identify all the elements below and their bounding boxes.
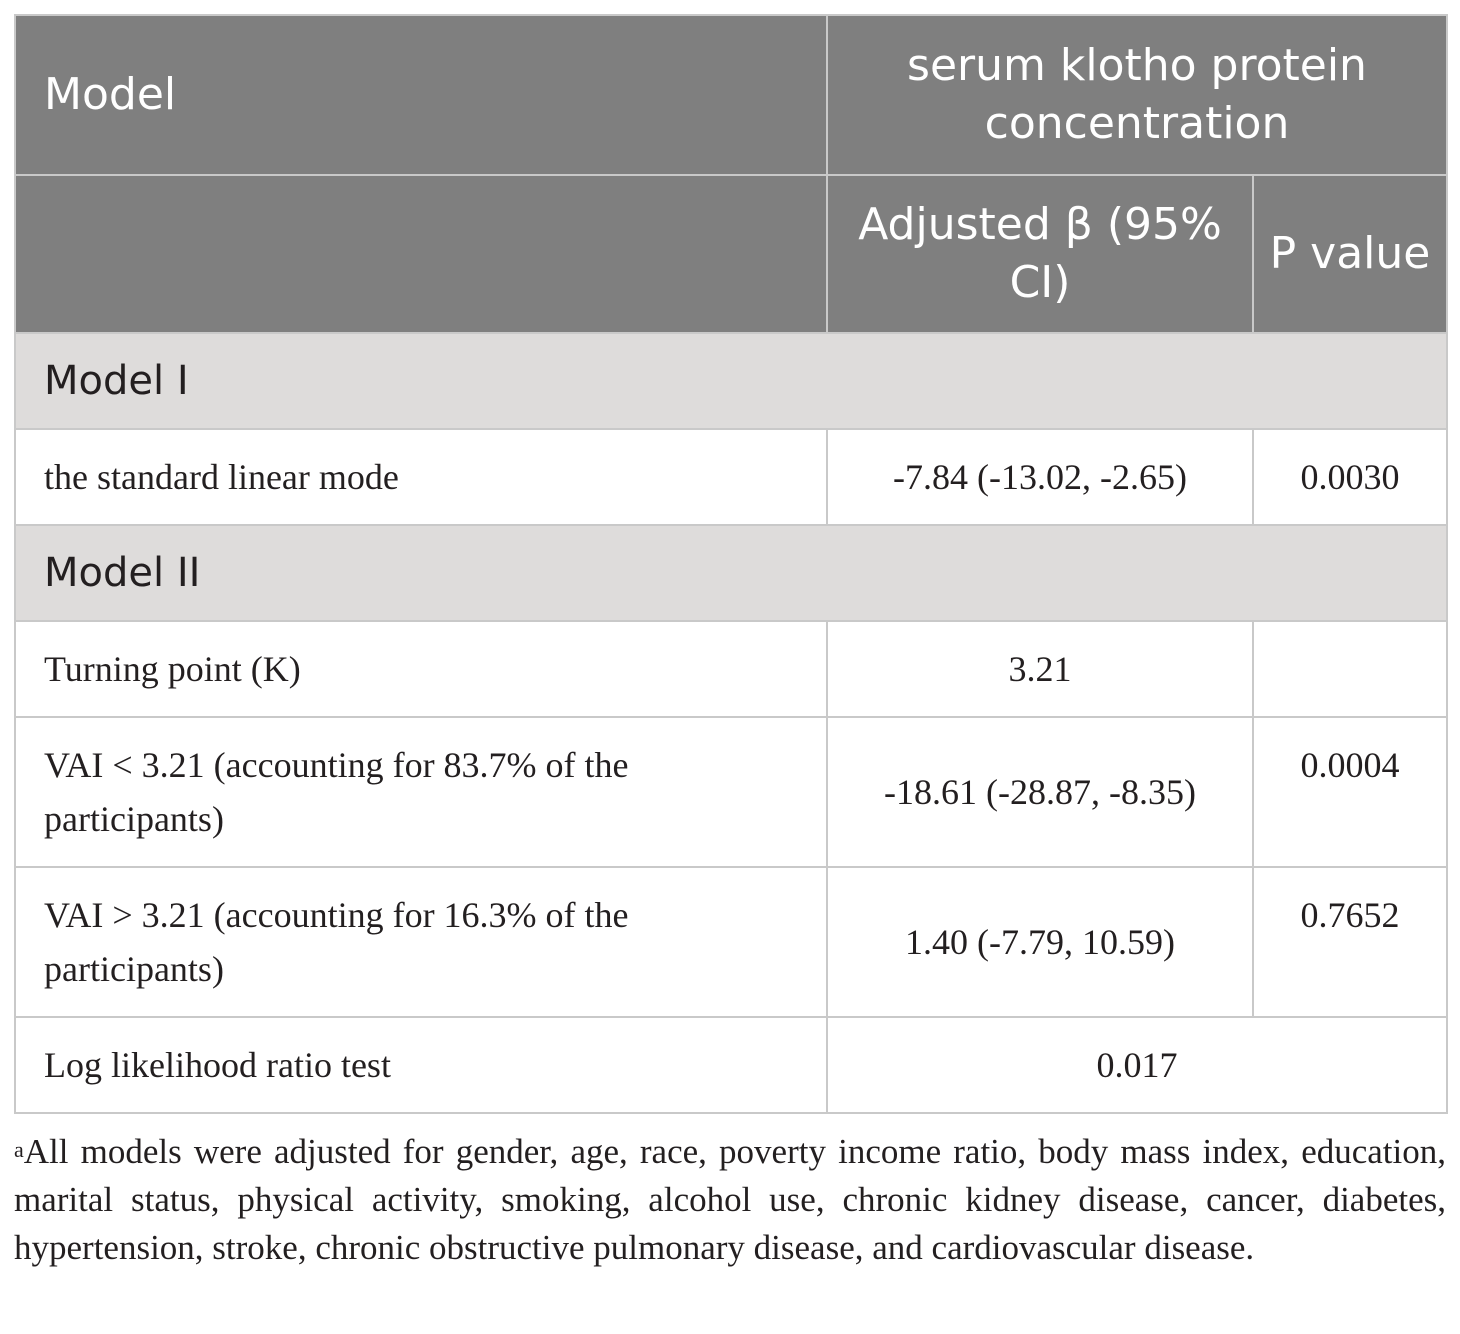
table-row [15, 621, 1447, 717]
results-table [14, 14, 1448, 1114]
model-column-header: Model [15, 15, 827, 175]
p-value: 0.7652 [1253, 867, 1447, 1017]
log-likelihood-value: 0.017 [827, 1017, 1447, 1113]
header-row-2 [15, 175, 1447, 333]
empty-p-value [1253, 621, 1447, 717]
p-value-column-header: P value [1253, 175, 1447, 333]
beta-column-header: Adjusted β (95% CI) [827, 175, 1253, 333]
beta-value: -18.61 (-28.87, -8.35) [827, 717, 1253, 867]
header-row-1 [15, 15, 1447, 175]
table-row [15, 867, 1447, 1017]
footnote-text: All models were adjusted for gender, age, race, poverty income ratio, body mass index, education, marital status, physical activity, smoking, alcohol use, chronic kidney disease, cancer, diabetes, hypertension, stroke, chronic obstructive pulmonary disease, and cardiovascular disease. [14, 1132, 1446, 1267]
row-label: the standard linear mode [15, 429, 827, 525]
table-row [15, 429, 1447, 525]
group-column-header: serum klotho protein concentration [827, 15, 1447, 175]
row-label: Log likelihood ratio test [15, 1017, 827, 1113]
row-label: VAI < 3.21 (accounting for 83.7% of the participants) [15, 717, 827, 867]
table-row [15, 1017, 1447, 1113]
turning-point-value: 3.21 [827, 621, 1253, 717]
p-value: 0.0030 [1253, 429, 1447, 525]
section-title-model-2: Model II [15, 525, 1447, 621]
section-row-model-2 [15, 525, 1447, 621]
row-label: Turning point (K) [15, 621, 827, 717]
beta-value: -7.84 (-13.02, -2.65) [827, 429, 1253, 525]
beta-value: 1.40 (-7.79, 10.59) [827, 867, 1253, 1017]
p-value: 0.0004 [1253, 717, 1447, 867]
header-empty-cell [15, 175, 827, 333]
table-row [15, 717, 1447, 867]
table-footnote [14, 1128, 1446, 1272]
section-row-model-1 [15, 333, 1447, 429]
footnote-marker: a [14, 1137, 24, 1162]
results-table-container [14, 14, 1446, 1272]
section-title-model-1: Model I [15, 333, 1447, 429]
row-label: VAI > 3.21 (accounting for 16.3% of the participants) [15, 867, 827, 1017]
